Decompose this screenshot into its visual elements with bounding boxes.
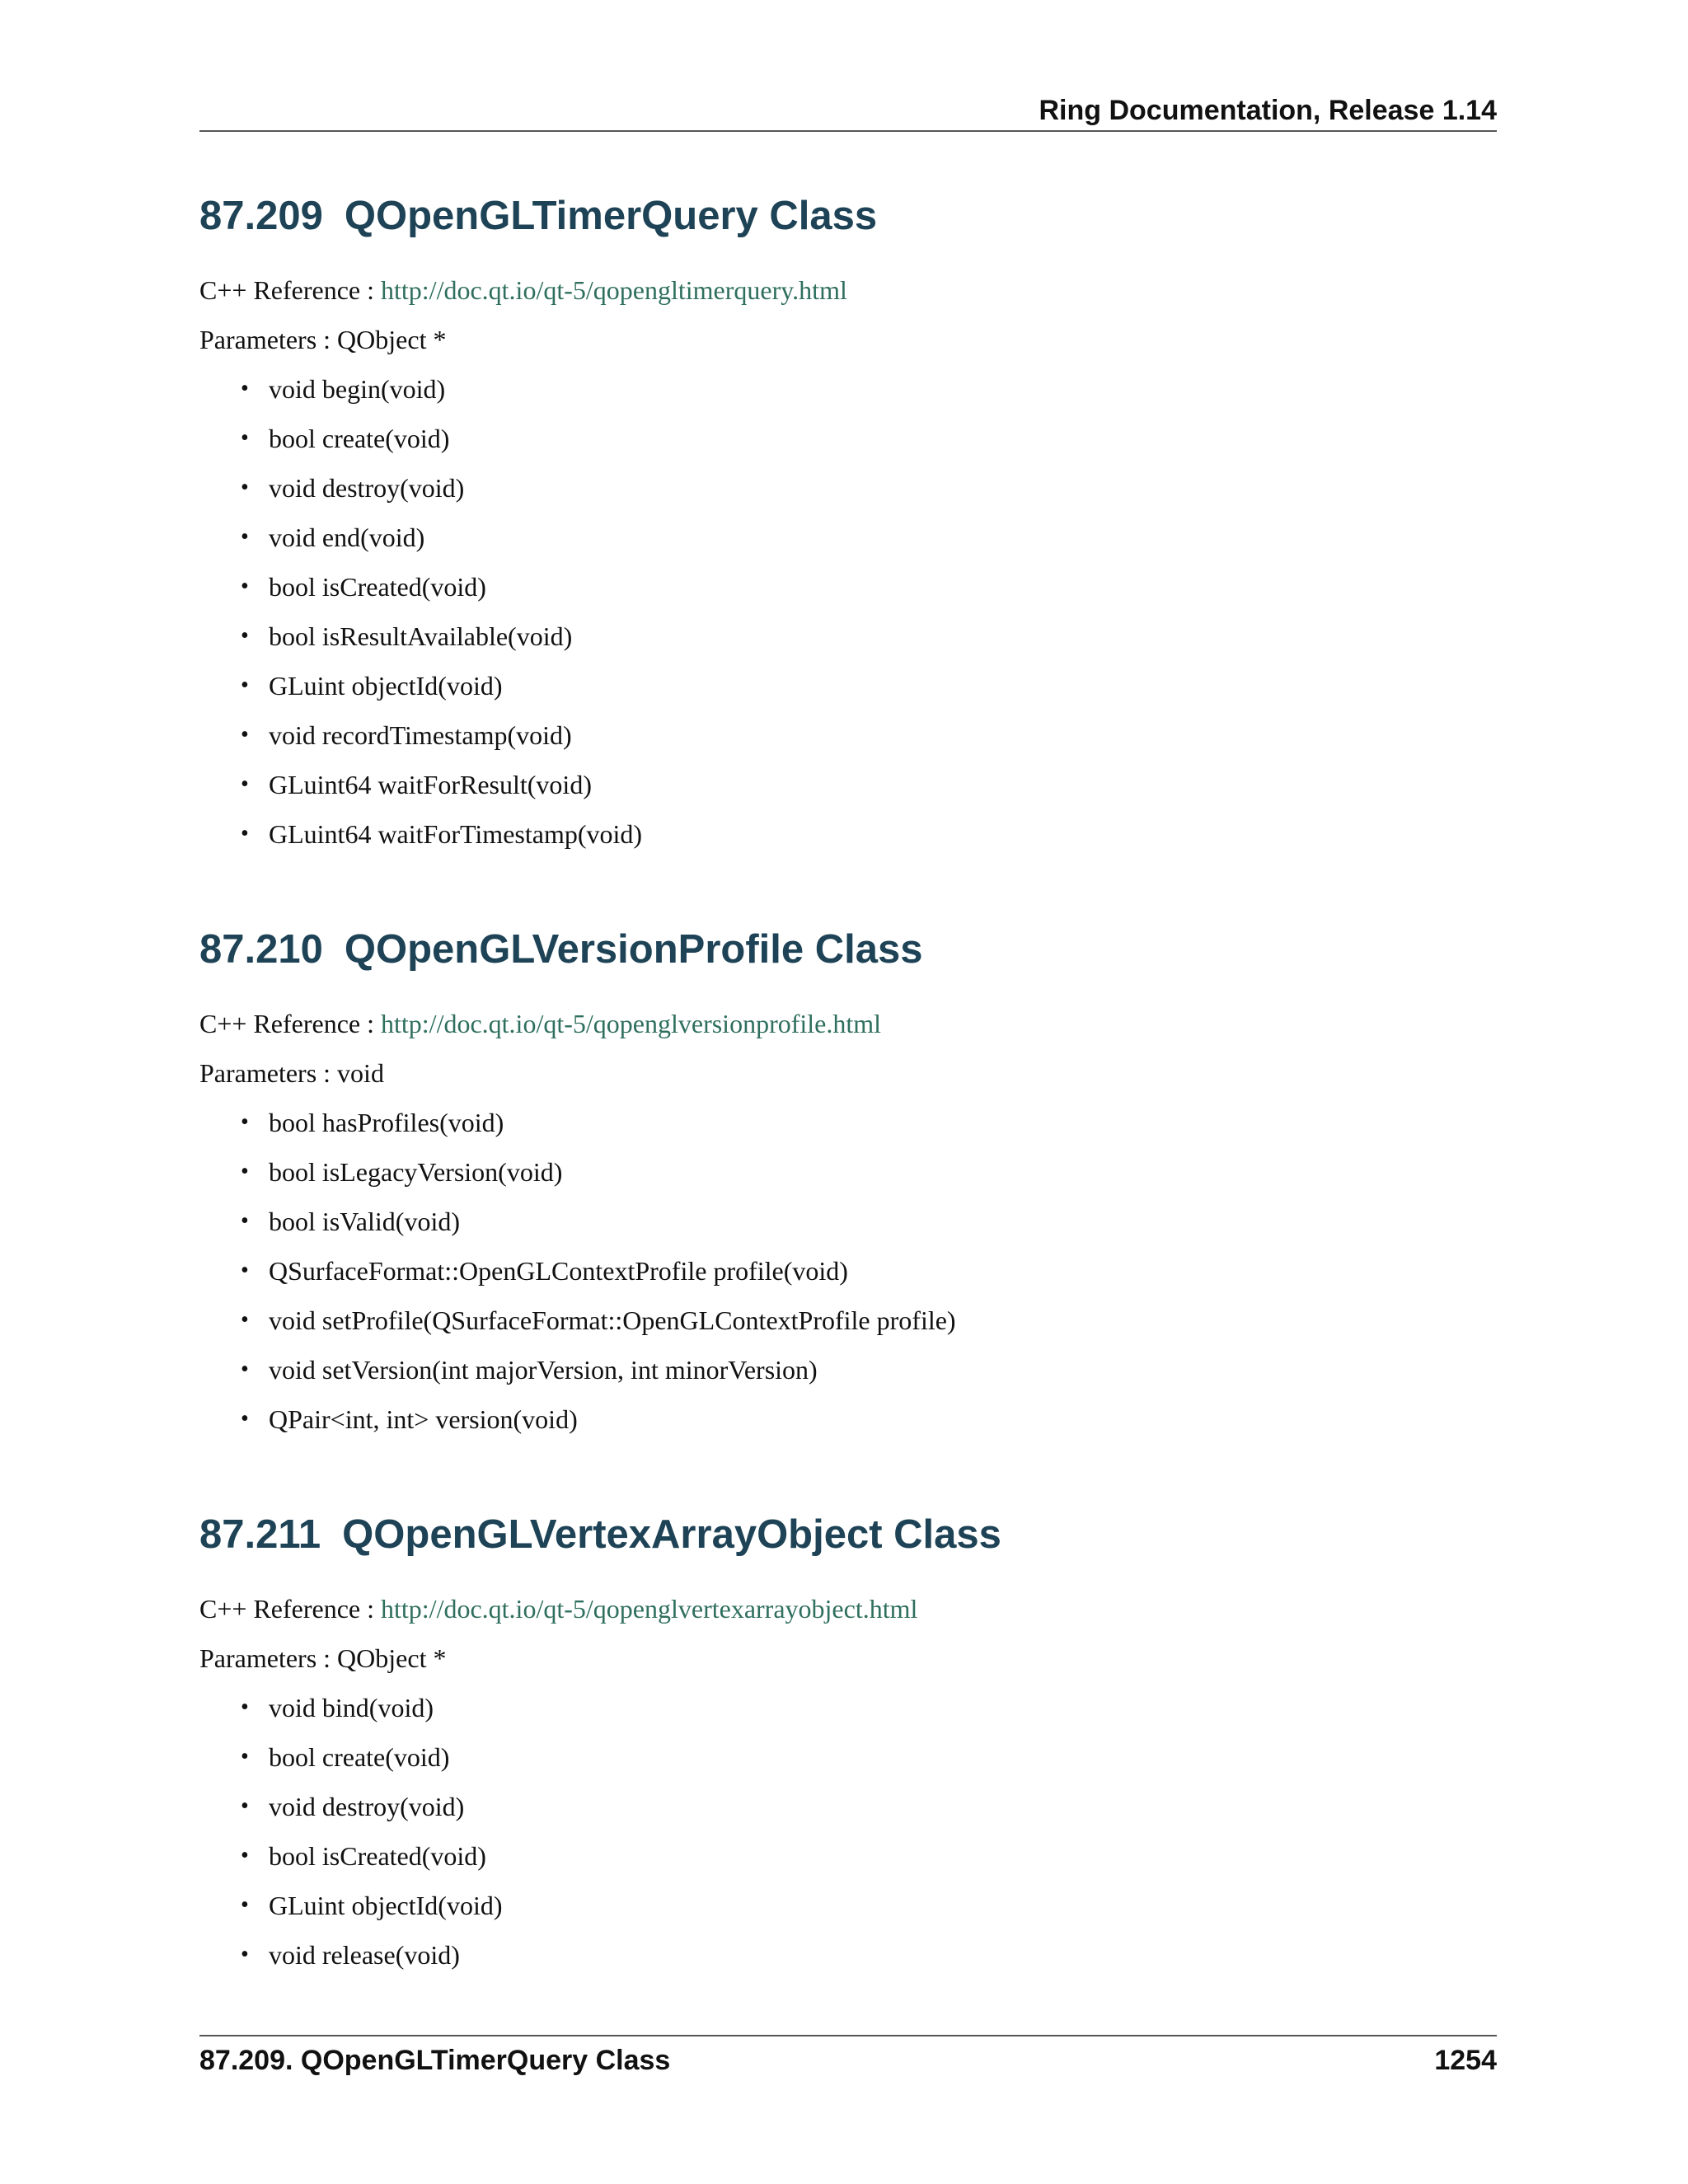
- section-title: QOpenGLVersionProfile Class: [344, 927, 923, 972]
- reference-label: C++ Reference :: [199, 1594, 374, 1624]
- bullet-icon: •: [241, 1109, 249, 1135]
- bullet-icon: •: [241, 623, 249, 649]
- bullet-icon: •: [241, 722, 249, 748]
- bullet-icon: •: [241, 475, 249, 500]
- footer-section-title: 87.209. QOpenGLTimerQuery Class: [199, 2045, 671, 2076]
- method-signature: GLuint objectId(void): [269, 1891, 503, 1920]
- reference-link[interactable]: http://doc.qt.io/qt-5/qopenglvertexarrayobject.html: [381, 1594, 918, 1624]
- bullet-icon: •: [241, 376, 249, 401]
- parameters-line: Parameters : QObject *: [199, 325, 447, 354]
- method-signature: QSurfaceFormat::OpenGLContextProfile profile(void): [269, 1256, 848, 1286]
- list-item: [241, 422, 1497, 455]
- method-list: [199, 1691, 1497, 1971]
- method-signature: bool isResultAvailable(void): [269, 621, 573, 651]
- bullet-icon: •: [241, 1159, 249, 1184]
- reference-line: [199, 1592, 1497, 1625]
- list-item: [241, 1106, 1497, 1139]
- section-title: QOpenGLVertexArrayObject Class: [342, 1512, 1001, 1557]
- bullet-icon: •: [241, 1892, 249, 1918]
- bullet-icon: •: [241, 1942, 249, 1967]
- method-signature: GLuint objectId(void): [269, 671, 503, 701]
- method-signature: bool isValid(void): [269, 1207, 460, 1236]
- list-item: [241, 1353, 1497, 1386]
- bullet-icon: •: [241, 1307, 249, 1333]
- footer-divider: [199, 2035, 1497, 2036]
- method-signature: bool hasProfiles(void): [269, 1108, 504, 1137]
- method-signature: GLuint64 waitForResult(void): [269, 770, 592, 799]
- bullet-icon: •: [241, 425, 249, 451]
- method-signature: QPair<int, int> version(void): [269, 1404, 578, 1434]
- bullet-icon: •: [241, 524, 249, 550]
- reference-label: C++ Reference :: [199, 275, 374, 305]
- parameters-line: Parameters : void: [199, 1058, 384, 1088]
- list-item: [241, 1254, 1497, 1287]
- method-signature: void destroy(void): [269, 1792, 465, 1821]
- method-signature: GLuint64 waitForTimestamp(void): [269, 819, 643, 849]
- reference-link[interactable]: http://doc.qt.io/qt-5/qopengltimerquery.html: [381, 275, 847, 305]
- list-item: [241, 1304, 1497, 1337]
- method-signature: bool create(void): [269, 1742, 450, 1772]
- section-qopengltimerquery: [199, 191, 1497, 867]
- method-signature: void release(void): [269, 1940, 460, 1970]
- document-page: [199, 0, 1497, 2184]
- list-item: [241, 669, 1497, 702]
- method-signature: void setVersion(int majorVersion, int minorVersion): [269, 1355, 818, 1385]
- section-number: 87.211: [199, 1512, 321, 1557]
- list-item: [241, 818, 1497, 851]
- list-item: [241, 1205, 1497, 1238]
- section-number: 87.209: [199, 194, 323, 238]
- bullet-icon: •: [241, 1357, 249, 1382]
- list-item: [241, 1403, 1497, 1436]
- list-item: [241, 1790, 1497, 1823]
- section-qopenglversionprofile: [199, 925, 1497, 1452]
- reference-link[interactable]: http://doc.qt.io/qt-5/qopenglversionprofile.html: [381, 1009, 882, 1038]
- method-list: [199, 1106, 1497, 1436]
- list-item: [241, 570, 1497, 603]
- list-item: [241, 768, 1497, 801]
- method-signature: void bind(void): [269, 1693, 434, 1722]
- running-header: Ring Documentation, Release 1.14: [1039, 95, 1497, 126]
- method-signature: bool isCreated(void): [269, 1841, 486, 1871]
- list-item: [241, 373, 1497, 405]
- bullet-icon: •: [241, 1793, 249, 1819]
- section-qopenglvertexarrayobject: [199, 1510, 1497, 1988]
- section-heading: [199, 925, 1497, 974]
- header-divider: [199, 130, 1497, 132]
- bullet-icon: •: [241, 771, 249, 797]
- list-item: [241, 719, 1497, 752]
- method-signature: bool isCreated(void): [269, 572, 486, 602]
- bullet-icon: •: [241, 1694, 249, 1720]
- bullet-icon: •: [241, 1258, 249, 1283]
- list-item: [241, 1840, 1497, 1872]
- section-heading: [199, 191, 1497, 241]
- list-item: [241, 1155, 1497, 1188]
- method-signature: bool isLegacyVersion(void): [269, 1157, 563, 1187]
- list-item: [241, 1938, 1497, 1971]
- bullet-icon: •: [241, 673, 249, 698]
- method-signature: void begin(void): [269, 374, 446, 404]
- list-item: [241, 471, 1497, 504]
- section-number: 87.210: [199, 927, 323, 972]
- bullet-icon: •: [241, 1843, 249, 1868]
- parameters-line: Parameters : QObject *: [199, 1643, 447, 1673]
- bullet-icon: •: [241, 821, 249, 846]
- list-item: [241, 620, 1497, 653]
- bullet-icon: •: [241, 574, 249, 599]
- method-list: [199, 373, 1497, 851]
- page-number: 1254: [1434, 2045, 1497, 2076]
- reference-line: [199, 274, 1497, 307]
- bullet-icon: •: [241, 1744, 249, 1769]
- reference-label: C++ Reference :: [199, 1009, 374, 1038]
- bullet-icon: •: [241, 1406, 249, 1432]
- section-heading: [199, 1510, 1497, 1559]
- list-item: [241, 521, 1497, 554]
- method-signature: void destroy(void): [269, 473, 465, 503]
- method-signature: void setProfile(QSurfaceFormat::OpenGLContextProfile profile): [269, 1305, 956, 1335]
- method-signature: void recordTimestamp(void): [269, 720, 572, 750]
- bullet-icon: •: [241, 1208, 249, 1234]
- section-title: QOpenGLTimerQuery Class: [344, 194, 878, 238]
- list-item: [241, 1741, 1497, 1774]
- reference-line: [199, 1007, 1497, 1040]
- list-item: [241, 1691, 1497, 1724]
- list-item: [241, 1889, 1497, 1922]
- method-signature: void end(void): [269, 523, 425, 552]
- method-signature: bool create(void): [269, 424, 450, 453]
